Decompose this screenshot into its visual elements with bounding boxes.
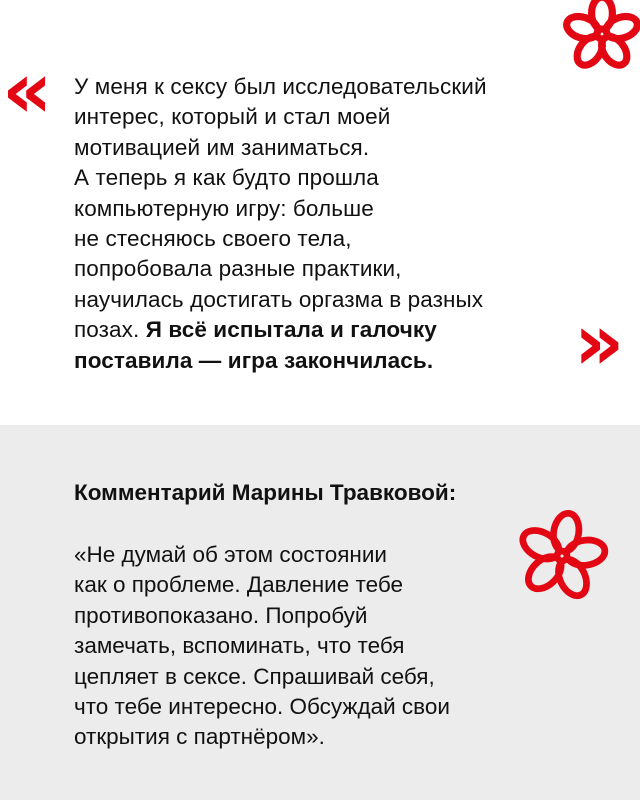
open-quote-mark: « <box>2 46 53 136</box>
quote-line-bold: Я всё испытала и галочку <box>145 317 437 343</box>
quote-line: компьютерную игру: больше <box>74 195 374 221</box>
quote-text <box>74 72 594 376</box>
quote-line: не стесняюсь своего тела, <box>74 226 352 252</box>
comment-line: противопоказано. Попробуй <box>74 602 368 628</box>
comment-line: замечать, вспоминать, что тебя <box>74 633 405 659</box>
comment-line: «Не думай об этом состоянии <box>74 542 387 567</box>
quote-line: интерес, который и стал моей <box>74 104 391 130</box>
quote-line: А теперь я как будто прошла <box>74 165 379 191</box>
close-quote-mark: » <box>574 298 625 388</box>
comment-line: цепляет в сексе. Спрашивай себя, <box>74 663 435 689</box>
quote-line <box>74 315 594 345</box>
quote-line: мотивацией им заниматься. <box>74 134 370 160</box>
quote-line <box>74 346 594 376</box>
quote-line-bold: поставила — игра закончилась. <box>74 347 434 373</box>
quote-line: научилась достигать оргазма в разных <box>74 286 484 312</box>
comment-heading: Комментарий Марины Травковой: <box>74 480 457 505</box>
quote-line-regular: позах. <box>74 317 146 343</box>
comment-line: открытия с партнёром». <box>74 724 325 750</box>
quote-line: попробовала разные практики, <box>74 256 402 282</box>
comment-line: что тебе интересно. Обсуждай свои <box>74 694 450 720</box>
quote-line: У меня к сексу был исследовательский <box>74 74 487 99</box>
comment-text <box>74 540 554 753</box>
comment-line: как о проблеме. Давление тебе <box>74 572 403 598</box>
flower-icon <box>560 0 640 74</box>
